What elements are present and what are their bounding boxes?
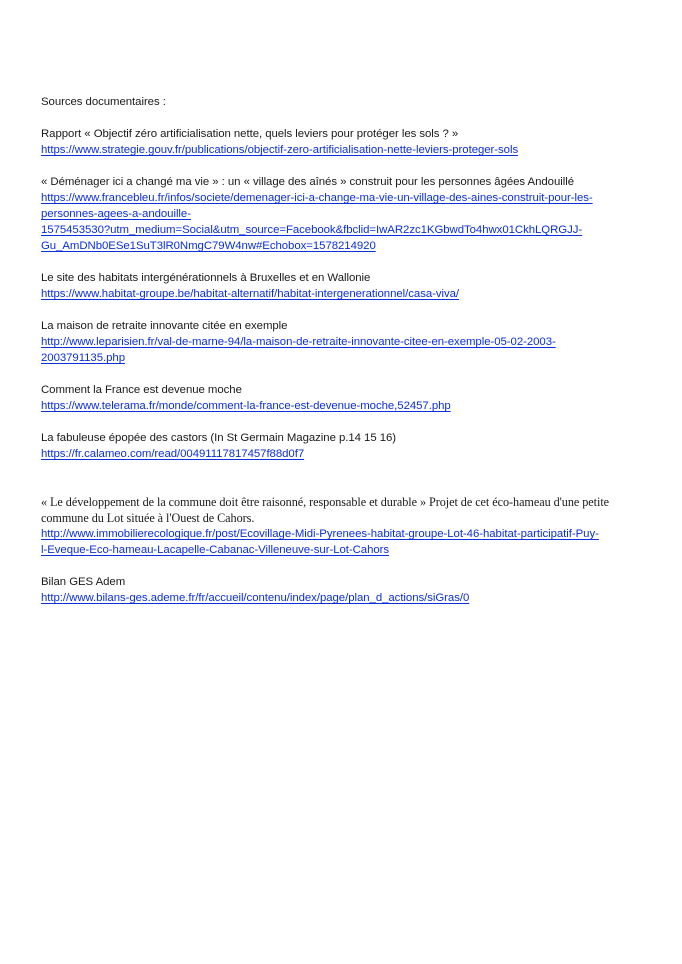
source-link[interactable]: https://www.habitat-groupe.be/habitat-alternatif/habitat-intergenerationnel/casa-viva/ [41, 288, 460, 300]
source-entry [41, 174, 645, 254]
source-link[interactable]: http://www.immobilierecologique.fr/post/Ecovillage-Midi-Pyrenees-habitat-groupe-Lot-46-habitat-participatif-Puy- [41, 528, 599, 540]
source-link[interactable]: http://www.bilans-ges.ademe.fr/fr/accueil/contenu/index/page/plan_d_actions/siGras/0 [41, 592, 470, 604]
source-title: Rapport « Objectif zéro artificialisation nette, quels leviers pour protéger les sols ? » [41, 128, 459, 140]
source-entry [41, 270, 645, 302]
source-link[interactable]: http://www.leparisien.fr/val-de-marne-94/la-maison-de-retraite-innovante-citee-en-exemple-05-02-2003- [41, 336, 556, 348]
document-page [41, 94, 645, 622]
source-entry [41, 382, 645, 414]
source-link[interactable]: l-Eveque-Eco-hameau-Lacapelle-Cabanac-Villeneuve-sur-Lot-Cahors [41, 544, 390, 556]
source-link[interactable]: https://www.strategie.gouv.fr/publications/objectif-zero-artificialisation-nette-leviers-proteger-sols [41, 144, 519, 156]
source-title: « Le développement de la commune doit être raisonné, responsable et durable » Projet de cet éco-hameau d'une petite commune du Lot située à l'Ouest de Cahors. [41, 495, 610, 525]
page-heading: Sources documentaires : [41, 96, 166, 108]
source-link[interactable]: Gu_AmDNb0ESe1SuT3lR0NmgC79W4nw#Echobox=1578214920 [41, 240, 376, 252]
source-title: La maison de retraite innovante citée en exemple [41, 320, 288, 332]
source-link[interactable]: personnes-agees-a-andouille- [41, 208, 191, 220]
source-link[interactable]: 1575453530?utm_medium=Social&utm_source=Facebook&fbclid=IwAR2zc1KGbwdTo4hwx01CkhLQRGJJ- [41, 224, 583, 236]
source-link[interactable]: https://www.telerama.fr/monde/comment-la-france-est-devenue-moche,52457.php [41, 400, 451, 412]
source-link[interactable]: 2003791135.php [41, 352, 125, 364]
source-link[interactable]: https://fr.calameo.com/read/00491117817457f88d0f7 [41, 448, 305, 460]
source-title: La fabuleuse épopée des castors (In St Germain Magazine p.14 15 16) [41, 432, 397, 444]
source-link[interactable]: https://www.francebleu.fr/infos/societe/demenager-ici-a-change-ma-vie-un-village-des-aines-construit-pour-les- [41, 192, 593, 204]
source-title: Comment la France est devenue moche [41, 384, 242, 396]
source-title: Le site des habitats intergénérationnels à Bruxelles et en Wallonie [41, 272, 371, 284]
source-title: Bilan GES Adem [41, 576, 126, 588]
source-entry [41, 126, 645, 158]
source-entry [41, 574, 645, 606]
source-entry [41, 494, 645, 558]
source-title: « Déménager ici a changé ma vie » : un « village des aînés » construit pour les personnes âgées Andouillé [41, 176, 574, 188]
source-entry [41, 318, 645, 366]
source-entry [41, 430, 645, 462]
